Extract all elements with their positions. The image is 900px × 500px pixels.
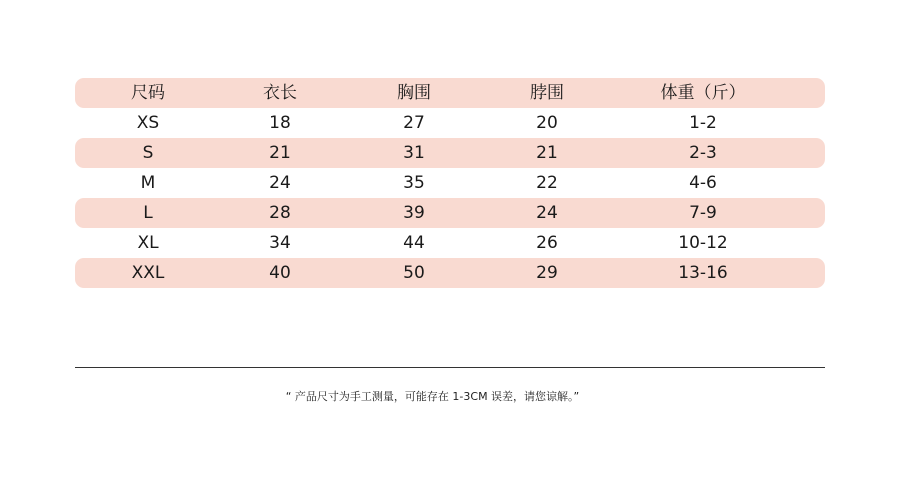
table-row	[75, 168, 825, 198]
size-cell: XL	[137, 233, 159, 253]
chest-cell: 44	[403, 233, 425, 253]
chest-cell: 50	[403, 263, 425, 283]
chest-cell: 27	[403, 113, 425, 133]
neck-cell: 21	[536, 143, 558, 163]
table-row	[75, 108, 825, 138]
length-cell: 28	[269, 203, 291, 223]
weight-cell: 1-2	[689, 113, 717, 133]
size-cell: L	[143, 203, 153, 223]
table-row	[75, 138, 825, 168]
neck-cell: 29	[536, 263, 558, 283]
size-cell: XS	[136, 113, 160, 133]
size-cell: M	[140, 173, 156, 193]
header-size: 尺码	[131, 83, 165, 103]
neck-cell: 22	[536, 173, 558, 193]
length-cell: 24	[269, 173, 291, 193]
table-row	[75, 258, 825, 288]
chest-cell: 39	[403, 203, 425, 223]
size-cell: S	[142, 143, 154, 163]
weight-cell: 13-16	[678, 263, 728, 283]
size-chart-table	[75, 78, 825, 288]
table-header-row	[75, 78, 825, 108]
divider-line	[75, 367, 825, 368]
header-length: 衣长	[263, 83, 297, 103]
header-weight: 体重（斤）	[660, 83, 746, 103]
weight-cell: 10-12	[678, 233, 728, 253]
weight-cell: 7-9	[689, 203, 717, 223]
neck-cell: 20	[536, 113, 558, 133]
length-cell: 40	[269, 263, 291, 283]
weight-cell: 4-6	[689, 173, 717, 193]
measurement-note: “ 产品尺寸为手工测量，可能存在 1-3CM 误差，请您谅解。”	[285, 390, 580, 403]
table-row	[75, 198, 825, 228]
header-chest: 胸围	[397, 83, 431, 103]
length-cell: 34	[269, 233, 291, 253]
chest-cell: 31	[403, 143, 425, 163]
table-row	[75, 228, 825, 258]
neck-cell: 24	[536, 203, 558, 223]
length-cell: 21	[269, 143, 291, 163]
neck-cell: 26	[536, 233, 558, 253]
length-cell: 18	[269, 113, 291, 133]
size-cell: XXL	[131, 263, 165, 283]
weight-cell: 2-3	[689, 143, 717, 163]
chest-cell: 35	[403, 173, 425, 193]
header-neck: 脖围	[530, 83, 564, 103]
